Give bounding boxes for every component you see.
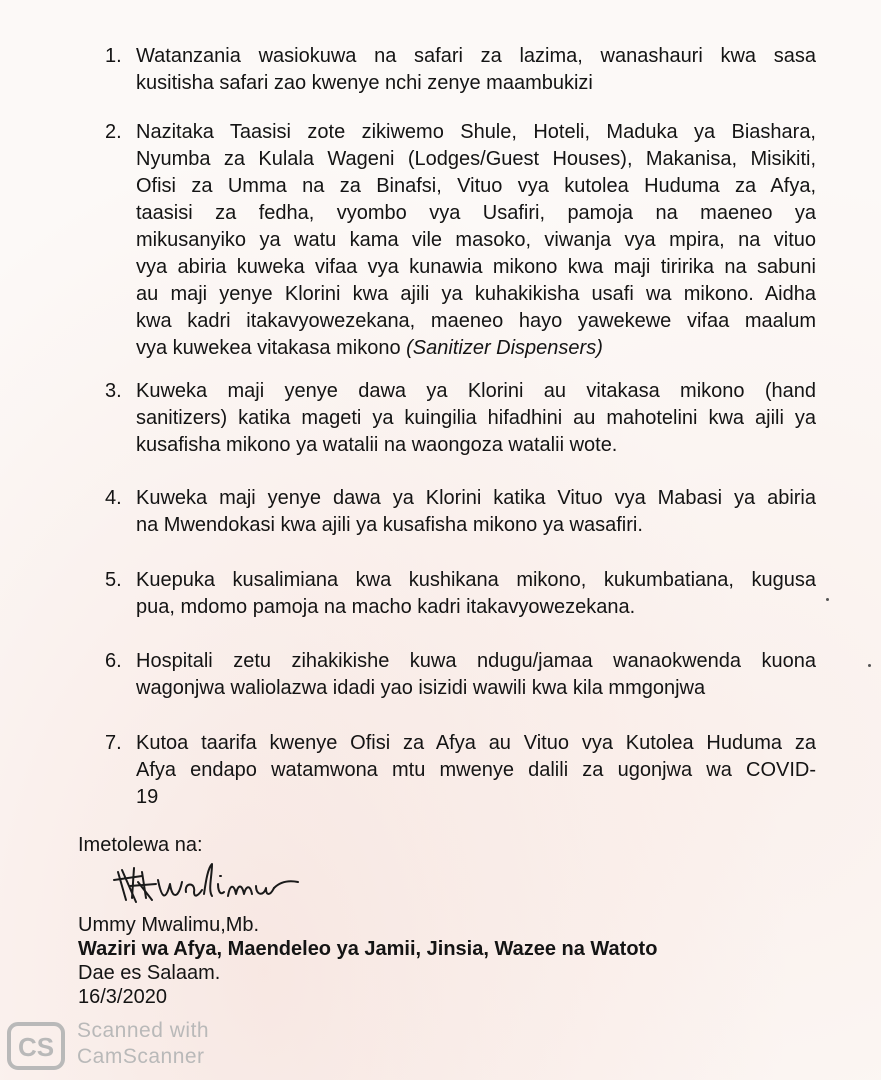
signature-stroke <box>228 887 252 897</box>
text-line: Afya endapo watamwona mtu mwenye dalili za ugonjwa wa COVID- <box>136 759 816 781</box>
text-line: wagonjwa waliolazwa idadi yao isizidi wawili kwa kila mmgonjwa <box>136 677 706 699</box>
list-item-text <box>136 567 816 621</box>
text-line: kusafisha mikono ya watalii na waongoza watalii wote. <box>136 434 618 456</box>
signing-place: Dae es Salaam. <box>78 962 221 984</box>
text-line: taasisi za fedha, vyombo vya Usafiri, pamoja na maeneo ya <box>136 202 816 224</box>
camscanner-logo <box>7 1022 65 1070</box>
text-line: Kuweka maji yenye dawa ya Klorini au vitakasa mikono (hand <box>136 380 816 402</box>
text-line: au maji yenye Klorini kwa ajili ya kuhakikisha usafi wa mikono. Aidha <box>136 283 816 305</box>
signature-stroke <box>158 880 182 896</box>
text-line: Watanzania wasiokuwa na safari za lazima, wanashauri kwa sasa <box>136 45 816 67</box>
text-line: Kuepuka kusalimiana kwa kushikana mikono, kukumbatiana, kugusa <box>136 569 816 591</box>
list-item-text <box>136 119 816 362</box>
text-line: kusitisha safari zao kwenye nchi zenye maambukizi <box>136 72 593 94</box>
text-line: Kuweka maji yenye dawa ya Klorini katika Vituo vya Mabasi ya abiria <box>136 487 816 509</box>
text-line: mikusanyiko ya watu kama vile masoko, viwanja vya mpira, na vituo <box>136 229 816 251</box>
text-line: pua, mdomo pamoja na macho kadri itakavyowezekana. <box>136 596 636 618</box>
text-line: Hospitali zetu zihakikishe kuwa ndugu/jamaa wanaokwenda kuona <box>136 650 816 672</box>
camscanner-watermark <box>77 1018 209 1070</box>
text-line: kwa kadri itakavyowezekana, maeneo hayo yawekewe vifaa maalum <box>136 310 816 332</box>
issued-by-label: Imetolewa na: <box>78 834 203 856</box>
text-line: sanitizers) katika mageti ya kuingilia hifadhini au mahotelini kwa ajili ya <box>136 407 816 429</box>
text-line: Nyumba za Kulala Wageni (Lodges/Guest Houses), Makanisa, Misikiti, <box>136 148 816 170</box>
signature-stroke <box>186 885 202 896</box>
list-item-text <box>136 730 816 811</box>
list-item-number: 6. <box>105 650 122 672</box>
camscanner-logo-text: CS <box>17 1032 55 1062</box>
italic-term: (Sanitizer Dispensers) <box>406 337 603 359</box>
list-item-number: 4. <box>105 487 122 509</box>
text-line: vya abiria kuweka vifaa vya kunawia mikono kwa maji tiririka na sabuni <box>136 256 816 278</box>
signatory-title: Waziri wa Afya, Maendeleo ya Jamii, Jinsia, Wazee na Watoto <box>78 938 658 960</box>
signature-stroke <box>256 886 274 894</box>
watermark-line: Scanned with <box>77 1019 210 1042</box>
text-line: na Mwendokasi kwa ajili ya kusafisha mikono ya wasafiri. <box>136 514 643 536</box>
list-item-number: 2. <box>105 121 122 143</box>
signing-date: 16/3/2020 <box>78 986 167 1008</box>
signature-stroke <box>132 868 134 898</box>
signature-stroke <box>274 881 298 888</box>
list-item-text <box>136 378 816 459</box>
signature-stroke <box>114 876 142 880</box>
text-line: Kutoa taarifa kwenye Ofisi za Afya au Vituo vya Kutolea Huduma za <box>136 732 816 754</box>
signature-stroke <box>204 864 212 896</box>
text-line-prefix: vya kuwekea vitakasa mikono <box>136 337 407 359</box>
signatory-name: Ummy Mwalimu,Mb. <box>78 914 260 936</box>
handwritten-signature <box>112 860 382 910</box>
scan-speck <box>868 664 871 667</box>
watermark-line: CamScanner <box>77 1045 205 1068</box>
list-item-number: 5. <box>105 569 122 591</box>
text-line <box>136 335 816 362</box>
signature-stroke <box>218 884 224 893</box>
list-item-text <box>136 485 816 539</box>
list-item-number: 1. <box>105 45 122 67</box>
text-line: Ofisi za Umma na za Binafsi, Vituo vya kutolea Huduma za Afya, <box>136 175 816 197</box>
text-line: Nazitaka Taasisi zote zikiwemo Shule, Hoteli, Maduka ya Biashara, <box>136 121 816 143</box>
list-item-text <box>136 43 816 97</box>
list-item-number: 3. <box>105 380 122 402</box>
text-line: 19 <box>136 786 159 808</box>
scan-speck <box>826 598 829 601</box>
list-item-number: 7. <box>105 732 122 754</box>
list-item-text <box>136 648 816 702</box>
